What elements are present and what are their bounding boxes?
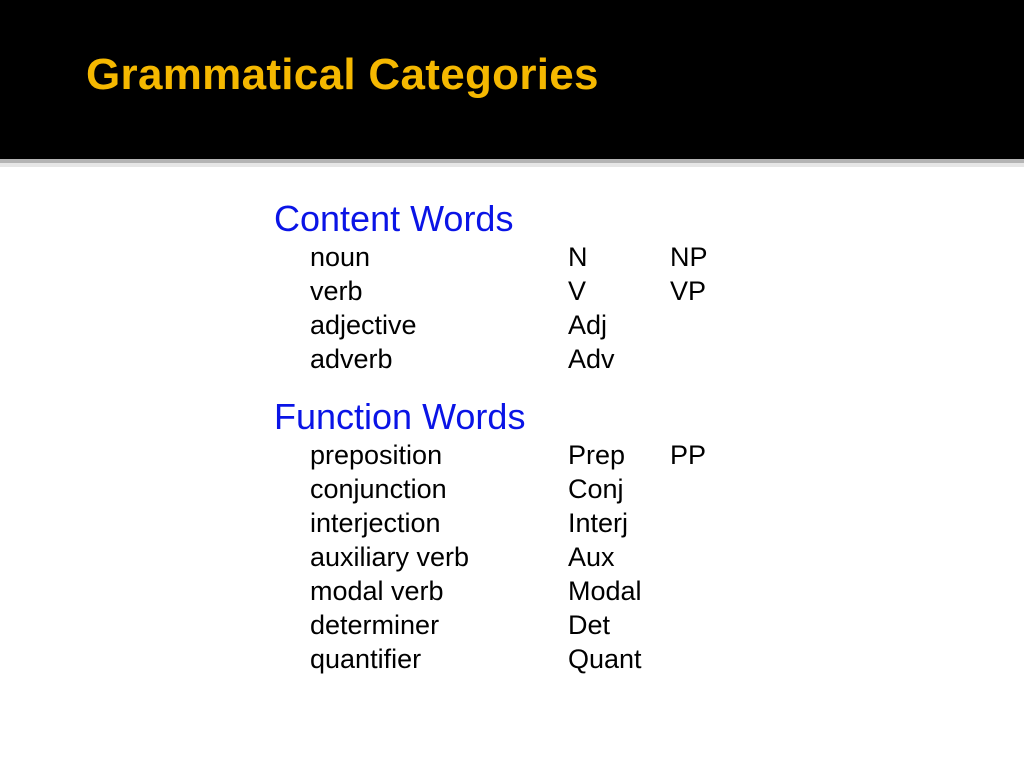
phrase-label: VP xyxy=(670,276,707,306)
category-abbreviation: Modal xyxy=(568,576,642,606)
phrase-label xyxy=(670,308,750,342)
category-abbreviation: Quant xyxy=(568,644,642,674)
phrase-label xyxy=(670,608,750,642)
category-term: auxiliary verb xyxy=(310,542,470,572)
category-row xyxy=(274,472,774,506)
slide-body xyxy=(274,198,774,676)
phrase-label xyxy=(670,506,750,540)
section-heading: Content Words xyxy=(274,198,514,239)
phrase-label xyxy=(670,642,750,676)
phrase-label: NP xyxy=(670,242,708,272)
category-abbreviation: Det xyxy=(568,610,611,640)
category-term: modal verb xyxy=(310,576,444,606)
category-row xyxy=(274,574,774,608)
category-term: noun xyxy=(310,242,371,272)
category-term: conjunction xyxy=(310,474,447,504)
phrase-label xyxy=(670,574,750,608)
phrase-label xyxy=(670,540,750,574)
phrase-label xyxy=(670,342,750,376)
category-term: preposition xyxy=(310,440,443,470)
phrase-label: PP xyxy=(670,440,707,470)
category-term: quantifier xyxy=(310,644,422,674)
category-term: adjective xyxy=(310,310,417,340)
category-row xyxy=(274,642,774,676)
category-term: adverb xyxy=(310,344,393,374)
category-row xyxy=(274,438,774,472)
category-row xyxy=(274,274,774,308)
category-abbreviation: V xyxy=(568,276,587,306)
category-term: determiner xyxy=(310,610,440,640)
category-term: interjection xyxy=(310,508,441,538)
title-divider-shadow xyxy=(0,163,1024,167)
category-row xyxy=(274,240,774,274)
category-abbreviation: Adv xyxy=(568,344,615,374)
category-row xyxy=(274,342,774,376)
category-abbreviation: Adj xyxy=(568,310,608,340)
section-function-words xyxy=(274,396,774,676)
section-heading: Function Words xyxy=(274,396,526,437)
category-row xyxy=(274,308,774,342)
category-row xyxy=(274,608,774,642)
category-abbreviation: Aux xyxy=(568,542,615,572)
category-abbreviation: N xyxy=(568,242,588,272)
category-abbreviation: Conj xyxy=(568,474,624,504)
category-row xyxy=(274,506,774,540)
slide-title: Grammatical Categories xyxy=(86,50,599,99)
category-abbreviation: Interj xyxy=(568,508,629,538)
category-row xyxy=(274,540,774,574)
section-content-words xyxy=(274,198,774,376)
category-term: verb xyxy=(310,276,363,306)
title-band xyxy=(0,0,1024,159)
category-abbreviation: Prep xyxy=(568,440,626,470)
phrase-label xyxy=(670,472,750,506)
